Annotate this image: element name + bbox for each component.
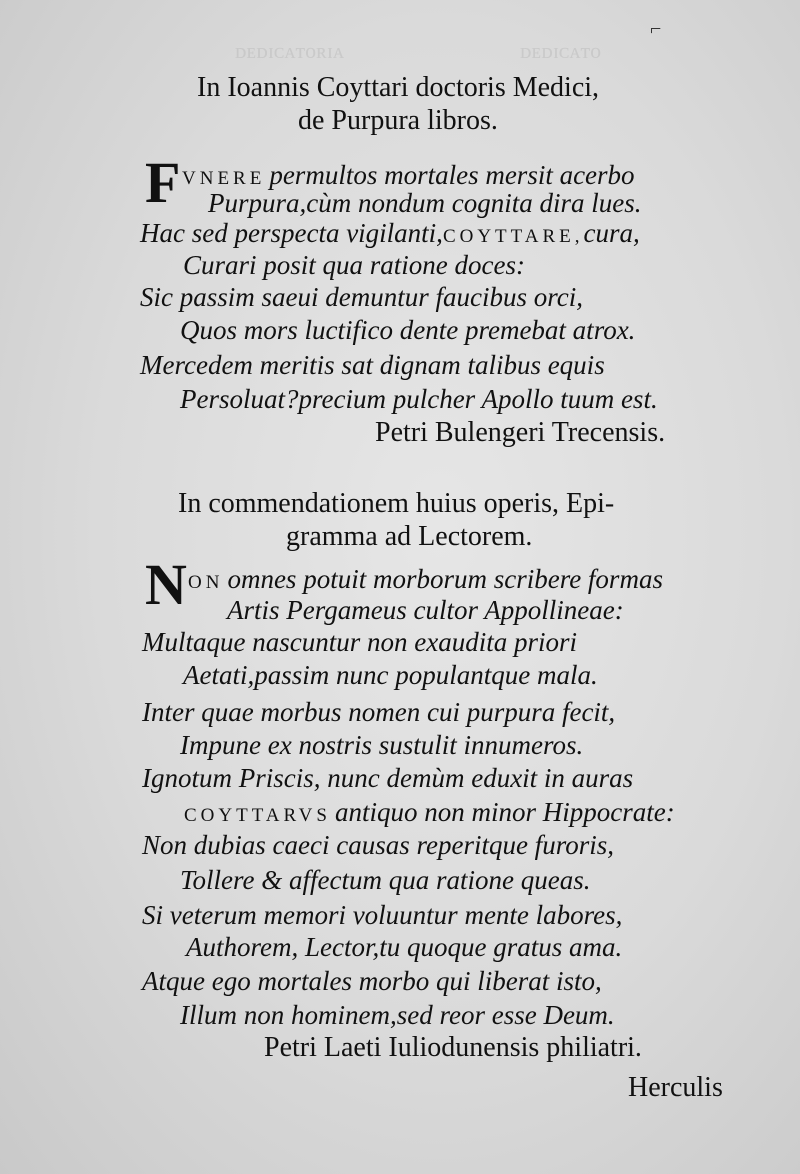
poem2-title-line2: gramma ad Lectorem.: [286, 521, 533, 552]
poem1-line7: Mercedem meritis sat dignam talibus equis: [140, 350, 605, 380]
poem2-line3: Multaque nascuntur non exaudita priori: [142, 627, 577, 657]
poem1-line3-b: cura,: [583, 218, 640, 248]
poem2-line4: Aetati,passim nunc populantque mala.: [183, 660, 598, 690]
poem2-line2: Artis Pergameus cultor Appollineae:: [227, 595, 624, 625]
poem2-dropcap: N: [145, 552, 187, 617]
catchword: Herculis: [628, 1072, 723, 1103]
poem1-line5: Sic passim saeui demuntur faucibus orci,: [140, 282, 583, 312]
show-through-text: ᴅᴇᴅɪᴄᴀᴛᴏ: [520, 38, 602, 63]
poem1-line6: Quos mors luctifico dente premebat atrox.: [180, 315, 636, 345]
poem1-signature: Petri Bulengeri Trecensis.: [375, 417, 666, 448]
poem2-line14: Illum non hominem,sed reor esse Deum.: [180, 1000, 615, 1030]
poem2-line8-text: antiquo non minor Hippocrate:: [334, 797, 675, 827]
poem1-title-line2: de Purpura libros.: [298, 105, 498, 136]
poem1-dropcap: F: [145, 150, 181, 215]
poem2-line6: Impune ex nostris sustulit innumeros.: [180, 730, 584, 760]
poem1-line1-text: permultos mortales mersit acerbo: [269, 160, 635, 190]
poem2-line10: Tollere & affectum qua ratione queas.: [180, 865, 591, 895]
show-through-text: ᴅᴇᴅɪᴄᴀᴛᴏʀɪᴀ: [235, 38, 345, 63]
poem1-line3-a: Hac sed perspecta vigilanti,: [140, 218, 443, 248]
poem2-line9: Non dubias caeci causas reperitque furoris,: [142, 830, 614, 860]
poem1-line8: Persoluat?precium pulcher Apollo tuum est.: [180, 384, 658, 414]
poem2-line7: Ignotum Priscis, nunc demùm eduxit in auras: [142, 763, 634, 793]
poem2-line5: Inter quae morbus nomen cui purpura fecit,: [142, 697, 616, 727]
corner-mark-icon: ⌐: [650, 18, 662, 40]
poem1-line1: [182, 160, 635, 191]
poem2-signature: Petri Laeti Iuliodunensis philiatri.: [264, 1032, 642, 1063]
poem1-line2: Purpura,cùm nondum cognita dira lues.: [208, 188, 642, 218]
poem2-line1-text: omnes potuit morborum scribere formas: [227, 564, 663, 594]
poem1-line4: Curari posit qua ratione doces:: [183, 250, 525, 280]
poem1-title-line1: In Ioannis Coyttari doctoris Medici,: [197, 72, 600, 103]
poem2-line1-smallcaps: ON: [188, 572, 224, 593]
poem2-line12: Authorem, Lector,tu quoque gratus ama.: [186, 932, 623, 962]
poem1-line3: [140, 218, 640, 249]
poem1-line3-smallcaps: COYTTARE,: [442, 226, 584, 247]
poem2-line1: [188, 564, 663, 595]
poem2-line8-smallcaps: COYTTARVS: [184, 805, 331, 826]
poem2-line13: Atque ego mortales morbo qui liberat isto,: [142, 966, 602, 996]
poem2-line8: [184, 797, 675, 828]
poem1-line1-smallcaps: VNERE: [182, 168, 266, 189]
poem2-title-line1: In commendationem huius operis, Epi-: [178, 488, 615, 519]
poem2-line11: Si veterum memori voluuntur mente labores,: [142, 900, 623, 930]
